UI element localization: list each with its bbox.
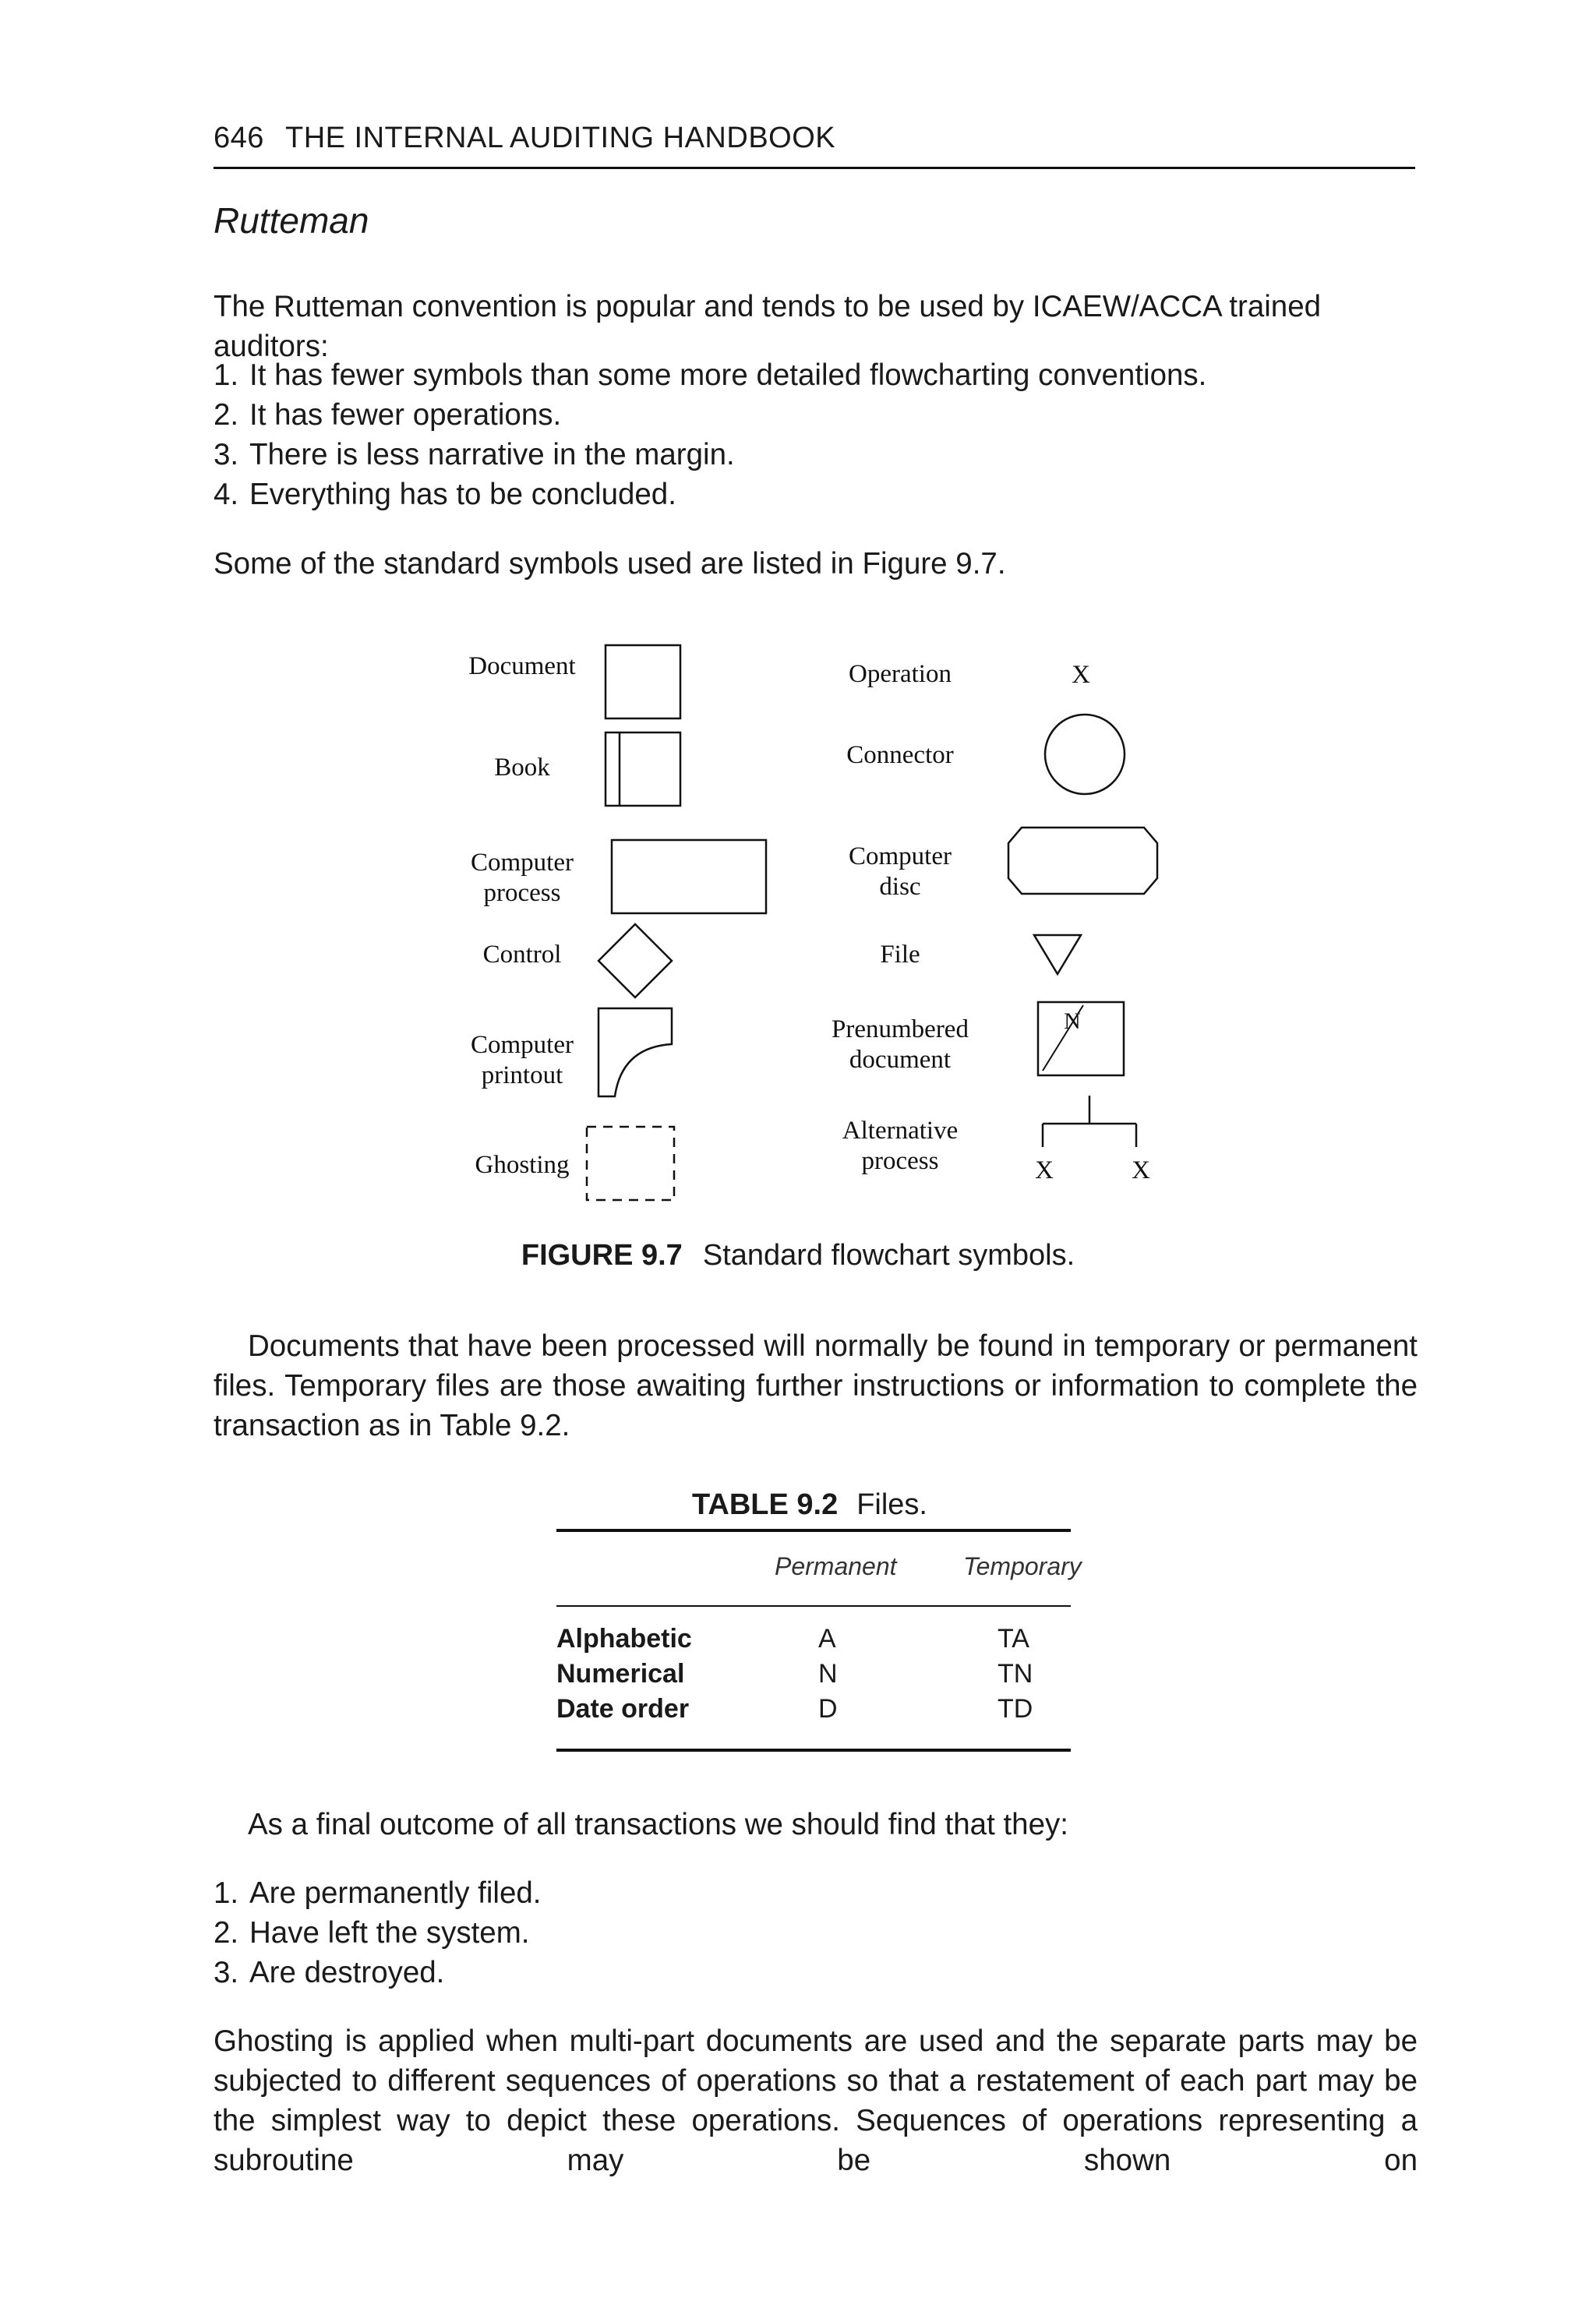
table-caption: Files. bbox=[856, 1488, 927, 1521]
list-number: 4. bbox=[214, 478, 239, 511]
column-header-permanent: Permanent bbox=[775, 1552, 897, 1580]
label-operation: Operation bbox=[849, 660, 952, 688]
label-ghosting: Ghosting bbox=[475, 1151, 570, 1179]
list-item bbox=[214, 435, 1429, 475]
list-item bbox=[214, 395, 1429, 435]
files-paragraph: Documents that have been processed will normally be found in temporary or permanent files. Temporary files are those awaiting further instructions or information to complete the transaction as in Table 9.2. bbox=[214, 1329, 1418, 1442]
list-item bbox=[214, 1913, 1429, 1953]
list-text: Have left the system. bbox=[249, 1916, 530, 1950]
running-header bbox=[214, 115, 1415, 169]
label-file: File bbox=[880, 941, 920, 969]
cell-temporary: TA bbox=[998, 1624, 1029, 1654]
computer-disc-symbol bbox=[1008, 828, 1157, 894]
page-number: 646 bbox=[214, 122, 264, 154]
book-symbol bbox=[606, 732, 680, 806]
list-number: 1. bbox=[214, 1876, 239, 1910]
outcomes-intro: As a final outcome of all transactions we should find that they: bbox=[248, 1808, 1068, 1841]
computer-printout-symbol bbox=[598, 1008, 672, 1096]
row-label-date-order: Date order bbox=[556, 1694, 690, 1724]
label-line: Computer bbox=[471, 849, 574, 877]
list-text: Everything has to be concluded. bbox=[249, 478, 676, 511]
figure-label: FIGURE 9.7 bbox=[521, 1239, 683, 1272]
label-document: Document bbox=[468, 652, 576, 680]
list-number: 3. bbox=[214, 1956, 239, 1989]
cell-temporary: TD bbox=[998, 1694, 1033, 1724]
list-text: Are destroyed. bbox=[249, 1956, 445, 1989]
table-rule-middle bbox=[556, 1605, 1071, 1607]
label-line: Computer bbox=[471, 1031, 574, 1059]
column-header-temporary: Temporary bbox=[963, 1552, 1082, 1580]
symbols-canvas bbox=[436, 639, 1185, 1208]
list-text: Are permanently filed. bbox=[249, 1876, 542, 1910]
label-control: Control bbox=[482, 941, 562, 969]
section-heading: Rutteman bbox=[214, 200, 369, 241]
list-number: 1. bbox=[214, 358, 239, 392]
row-label-alphabetic: Alphabetic bbox=[556, 1624, 692, 1654]
table-rule-top bbox=[556, 1529, 1071, 1532]
computer-process-symbol bbox=[612, 840, 766, 913]
operation-x-mark: X bbox=[1072, 661, 1090, 689]
label-line: disc bbox=[879, 873, 921, 901]
figure-caption-text: Standard flowchart symbols. bbox=[702, 1239, 1075, 1272]
prenumbered-n-mark: N bbox=[1064, 1008, 1081, 1034]
rutteman-points-list bbox=[214, 355, 1429, 514]
label-line: process bbox=[861, 1147, 939, 1175]
row-label-numerical: Numerical bbox=[556, 1659, 685, 1689]
label-line: Alternative bbox=[842, 1117, 959, 1145]
label-line: Computer bbox=[849, 842, 952, 870]
figure-reference-paragraph: Some of the standard symbols used are listed in Figure 9.7. bbox=[214, 547, 1006, 581]
cell-permanent: A bbox=[818, 1624, 836, 1654]
list-text: It has fewer operations. bbox=[249, 398, 562, 432]
alt-process-x-right: X bbox=[1132, 1156, 1150, 1184]
list-text: It has fewer symbols than some more detailed flowcharting conventions. bbox=[249, 358, 1207, 392]
control-symbol bbox=[598, 924, 672, 997]
figure-caption bbox=[0, 1239, 1596, 1272]
outcomes-list bbox=[214, 1873, 1429, 1993]
ghosting-paragraph: Ghosting is applied when multi-part documents are used and the separate parts may be subjected to different sequences of operations so that a restatement of each part may be the simplest way to depict these operations. Sequences of operations representing a subroutine may be shown on bbox=[214, 2024, 1418, 2177]
table-title bbox=[0, 1488, 1596, 1522]
label-connector: Connector bbox=[846, 741, 954, 769]
book-title: THE INTERNAL AUDITING HANDBOOK bbox=[285, 122, 836, 154]
document-symbol bbox=[606, 645, 680, 718]
list-number: 2. bbox=[214, 398, 239, 432]
label-line: process bbox=[483, 879, 561, 907]
ghosting-symbol bbox=[587, 1127, 674, 1200]
alternative-process-symbol bbox=[1043, 1096, 1136, 1147]
cell-permanent: D bbox=[818, 1694, 838, 1724]
connector-symbol bbox=[1045, 715, 1125, 794]
prenumbered-document-symbol bbox=[1038, 1002, 1124, 1075]
files-table bbox=[556, 1529, 1082, 1755]
intro-paragraph: The Rutteman convention is popular and tends to be used by ICAEW/ACCA trained auditors: bbox=[214, 290, 1322, 363]
list-item bbox=[214, 1953, 1429, 1993]
label-line: printout bbox=[481, 1061, 563, 1089]
label-line: document bbox=[849, 1046, 952, 1074]
list-item bbox=[214, 475, 1429, 514]
label-book: Book bbox=[494, 754, 550, 782]
list-text: There is less narrative in the margin. bbox=[249, 438, 735, 471]
list-item bbox=[214, 1873, 1429, 1913]
file-symbol bbox=[1034, 935, 1081, 974]
table-label: TABLE 9.2 bbox=[691, 1488, 839, 1521]
list-number: 3. bbox=[214, 438, 239, 471]
list-item bbox=[214, 355, 1429, 395]
cell-temporary: TN bbox=[998, 1659, 1033, 1689]
flowchart-symbols-figure bbox=[436, 639, 1185, 1208]
list-number: 2. bbox=[214, 1916, 239, 1950]
label-line: Prenumbered bbox=[832, 1015, 969, 1043]
cell-permanent: N bbox=[818, 1659, 838, 1689]
alt-process-x-left: X bbox=[1035, 1156, 1054, 1184]
table-rule-bottom bbox=[556, 1749, 1071, 1752]
